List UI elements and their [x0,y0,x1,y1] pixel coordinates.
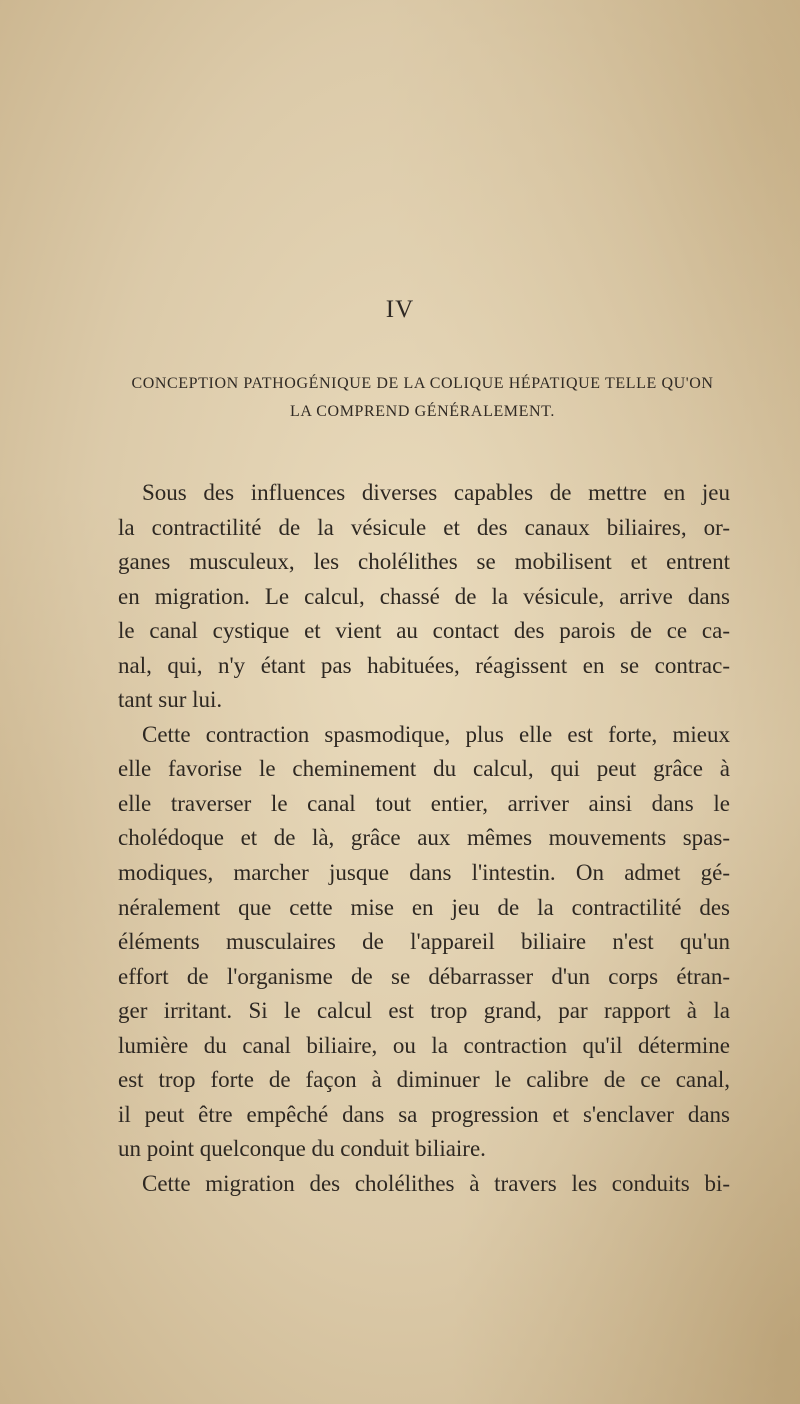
text-line: modiques, marcher jusque dans l'intestin. On admet gé- [118,860,730,886]
text-line: éléments musculaires de l'appareil biliaire n'est qu'un [118,929,730,955]
text-line: cholédoque et de là, grâce aux mêmes mouvements spas- [118,825,730,851]
chapter-number: IV [385,296,415,323]
text-line: Cette contraction spasmodique, plus elle est forte, mieux [142,721,730,747]
text-line: ger irritant. Si le calcul est trop grand, par rapport à la [118,998,730,1024]
text-line: ganes musculeux, les cholélithes se mobilisent et entrent [118,549,730,575]
chapter-title-line: LA COMPREND GÉNÉRALEMENT. [290,403,555,420]
text-line: Cette migration des cholélithes à travers les conduits bi- [142,1170,730,1196]
text-line: un point quelconque du conduit biliaire. [118,1136,486,1162]
chapter-title-line: CONCEPTION PATHOGÉNIQUE DE LA COLIQUE HÉPATIQUE TELLE QU'ON [131,375,714,392]
body-text [118,476,730,1201]
text-line: lumière du canal biliaire, ou la contraction qu'il détermine [118,1032,730,1058]
text-line: le canal cystique et vient au contact des parois de ce ca- [118,618,730,644]
chapter-title [110,370,735,426]
text-line: tant sur lui. [118,687,223,713]
text-line: la contractilité de la vésicule et des canaux biliaires, or- [118,514,730,540]
text-line: en migration. Le calcul, chassé de la vésicule, arrive dans [118,583,730,609]
text-line: est trop forte de façon à diminuer le calibre de ce canal, [118,1067,730,1093]
text-line: il peut être empêché dans sa progression et s'enclaver dans [118,1101,730,1127]
text-line: elle favorise le cheminement du calcul, qui peut grâce à [118,756,730,782]
text-line: effort de l'organisme de se débarrasser d'un corps étran- [118,963,730,989]
text-line: elle traverser le canal tout entier, arriver ainsi dans le [118,790,730,816]
text-line: néralement que cette mise en jeu de la contractilité des [118,894,730,920]
text-line: nal, qui, n'y étant pas habituées, réagissent en se contrac- [118,652,730,678]
text-line: Sous des influences diverses capables de mettre en jeu [142,480,730,505]
